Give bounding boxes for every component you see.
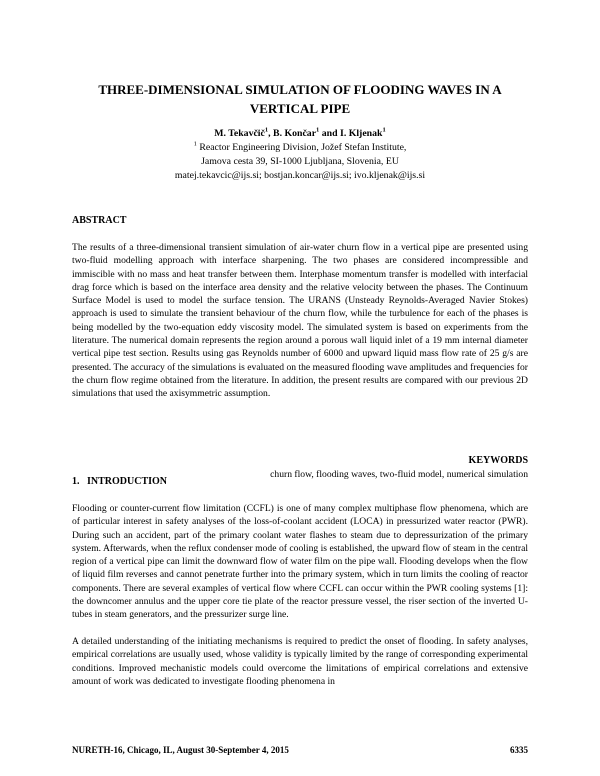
paper-title: THREE-DIMENSIONAL SIMULATION OF FLOODING WAVES IN A VERTICAL PIPE	[98, 82, 502, 116]
affiliation-line-1: $^1$ Reactor Engineering Division, Jožef Stefan Institute,	[193, 140, 407, 153]
introduction-paragraph-1: Flooding or counter-current flow limitation (CCFL) is one of many complex multiphase flow phenomena, which are of particular interest in safety analyses of the loss-of-coolant accident (LOCA) in pressurized water reactor (PWR). During such an accident, part of the primary coolant water flashes to steam due to depressurization of the primary system. Afterwards, when the reflux condenser mode of cooling is established, the upward flow of steam in the central region of a vertical pipe can limit the downward flow of water film on the pipe wall. Flooding develops when the flow of liquid film reverses and cannot penetrate further into the primary system, which in turn limits the cooling of reactor components. There are several examples of vertical flow where CCFL can occur within the PWR cooling systems [1]: the downcomer annulus and the upper core tie plate of the reactor pressure vessel, the riser section of the inverted U-tubes in steam generators, and the pressurizer surge line.	[72, 503, 528, 621]
footer-conference: NURETH-16, Chicago, IL, August 30-September 4, 2015	[72, 745, 289, 755]
author-2-affiliation-mark: 1	[316, 126, 320, 134]
introduction-paragraph-2: A detailed understanding of the initiating mechanisms is required to predict the onset of flooding. In safety analyses, empirical correlations are usually used, whose validity is typically limited by the range of corresponding experimental conditions. Improved mechanistic models could overcome the limitations of empirical correlations and extensive amount of work was dedicated to investigate flooding phenomena in	[72, 636, 528, 687]
author-names: M. Tekavčič$^1$, B. Končar$^1$ and I. Kljenak$^1$	[214, 126, 386, 139]
author-1-affiliation-mark: 1	[264, 126, 269, 134]
abstract-text: The results of a three-dimensional transient simulation of air-water churn flow in a vertical pipe are presented using two-fluid modelling approach with interface sharpening. The two phases are considered incompressible and immiscible with no mass and heat transfer between them. Interphase momentum transfer is modelled with interfacial drag force which is based on the interface area density and the relative velocity between the phases. The Continuum Surface Model is used to model the surface tension. The URANS (Unsteady Reynolds-Averaged Navier Stokes) approach is used to simulate the transient behaviour of the churn flow, while the turbulence for each of the phases is being modelled by the two-equation eddy viscosity model. The simulated system is based on experiments from the literature. The numerical domain represents the region around a porous wall liquid inlet of a 19 mm internal diameter vertical pipe test section. Results using gas Reynolds number of 6000 and upward liquid mass flow rate of 25 g/s are presented. The accuracy of the simulations is evaluated on the measured flooding wave amplitudes and frequencies for the churn flow regime obtained from the literature. In addition, the present results are compared with our previous 2D simulations that used the axisymmetric assumption.	[72, 242, 528, 400]
author-1: M. Tekavčič	[214, 128, 265, 139]
author-3-affiliation-mark: 1	[382, 126, 386, 134]
author-2: B. Končar	[273, 128, 317, 139]
author-emails: matej.tekavcic@ijs.si; bostjan.koncar@ijs.si; ivo.kljenak@ijs.si	[174, 170, 426, 181]
keywords-text: churn flow, flooding waves, two-fluid model, numerical simulation	[270, 469, 528, 480]
introduction-heading: 1. INTRODUCTION	[72, 476, 168, 487]
keywords-heading: KEYWORDS	[468, 455, 528, 466]
abstract-heading: ABSTRACT	[72, 215, 127, 226]
footer-page-number: 6335	[510, 745, 528, 755]
affiliation-line-2: Jamova cesta 39, SI-1000 Ljubljana, Slovenia, EU	[201, 156, 399, 167]
author-3: I. Kljenak	[340, 128, 383, 139]
author-block	[72, 127, 528, 183]
